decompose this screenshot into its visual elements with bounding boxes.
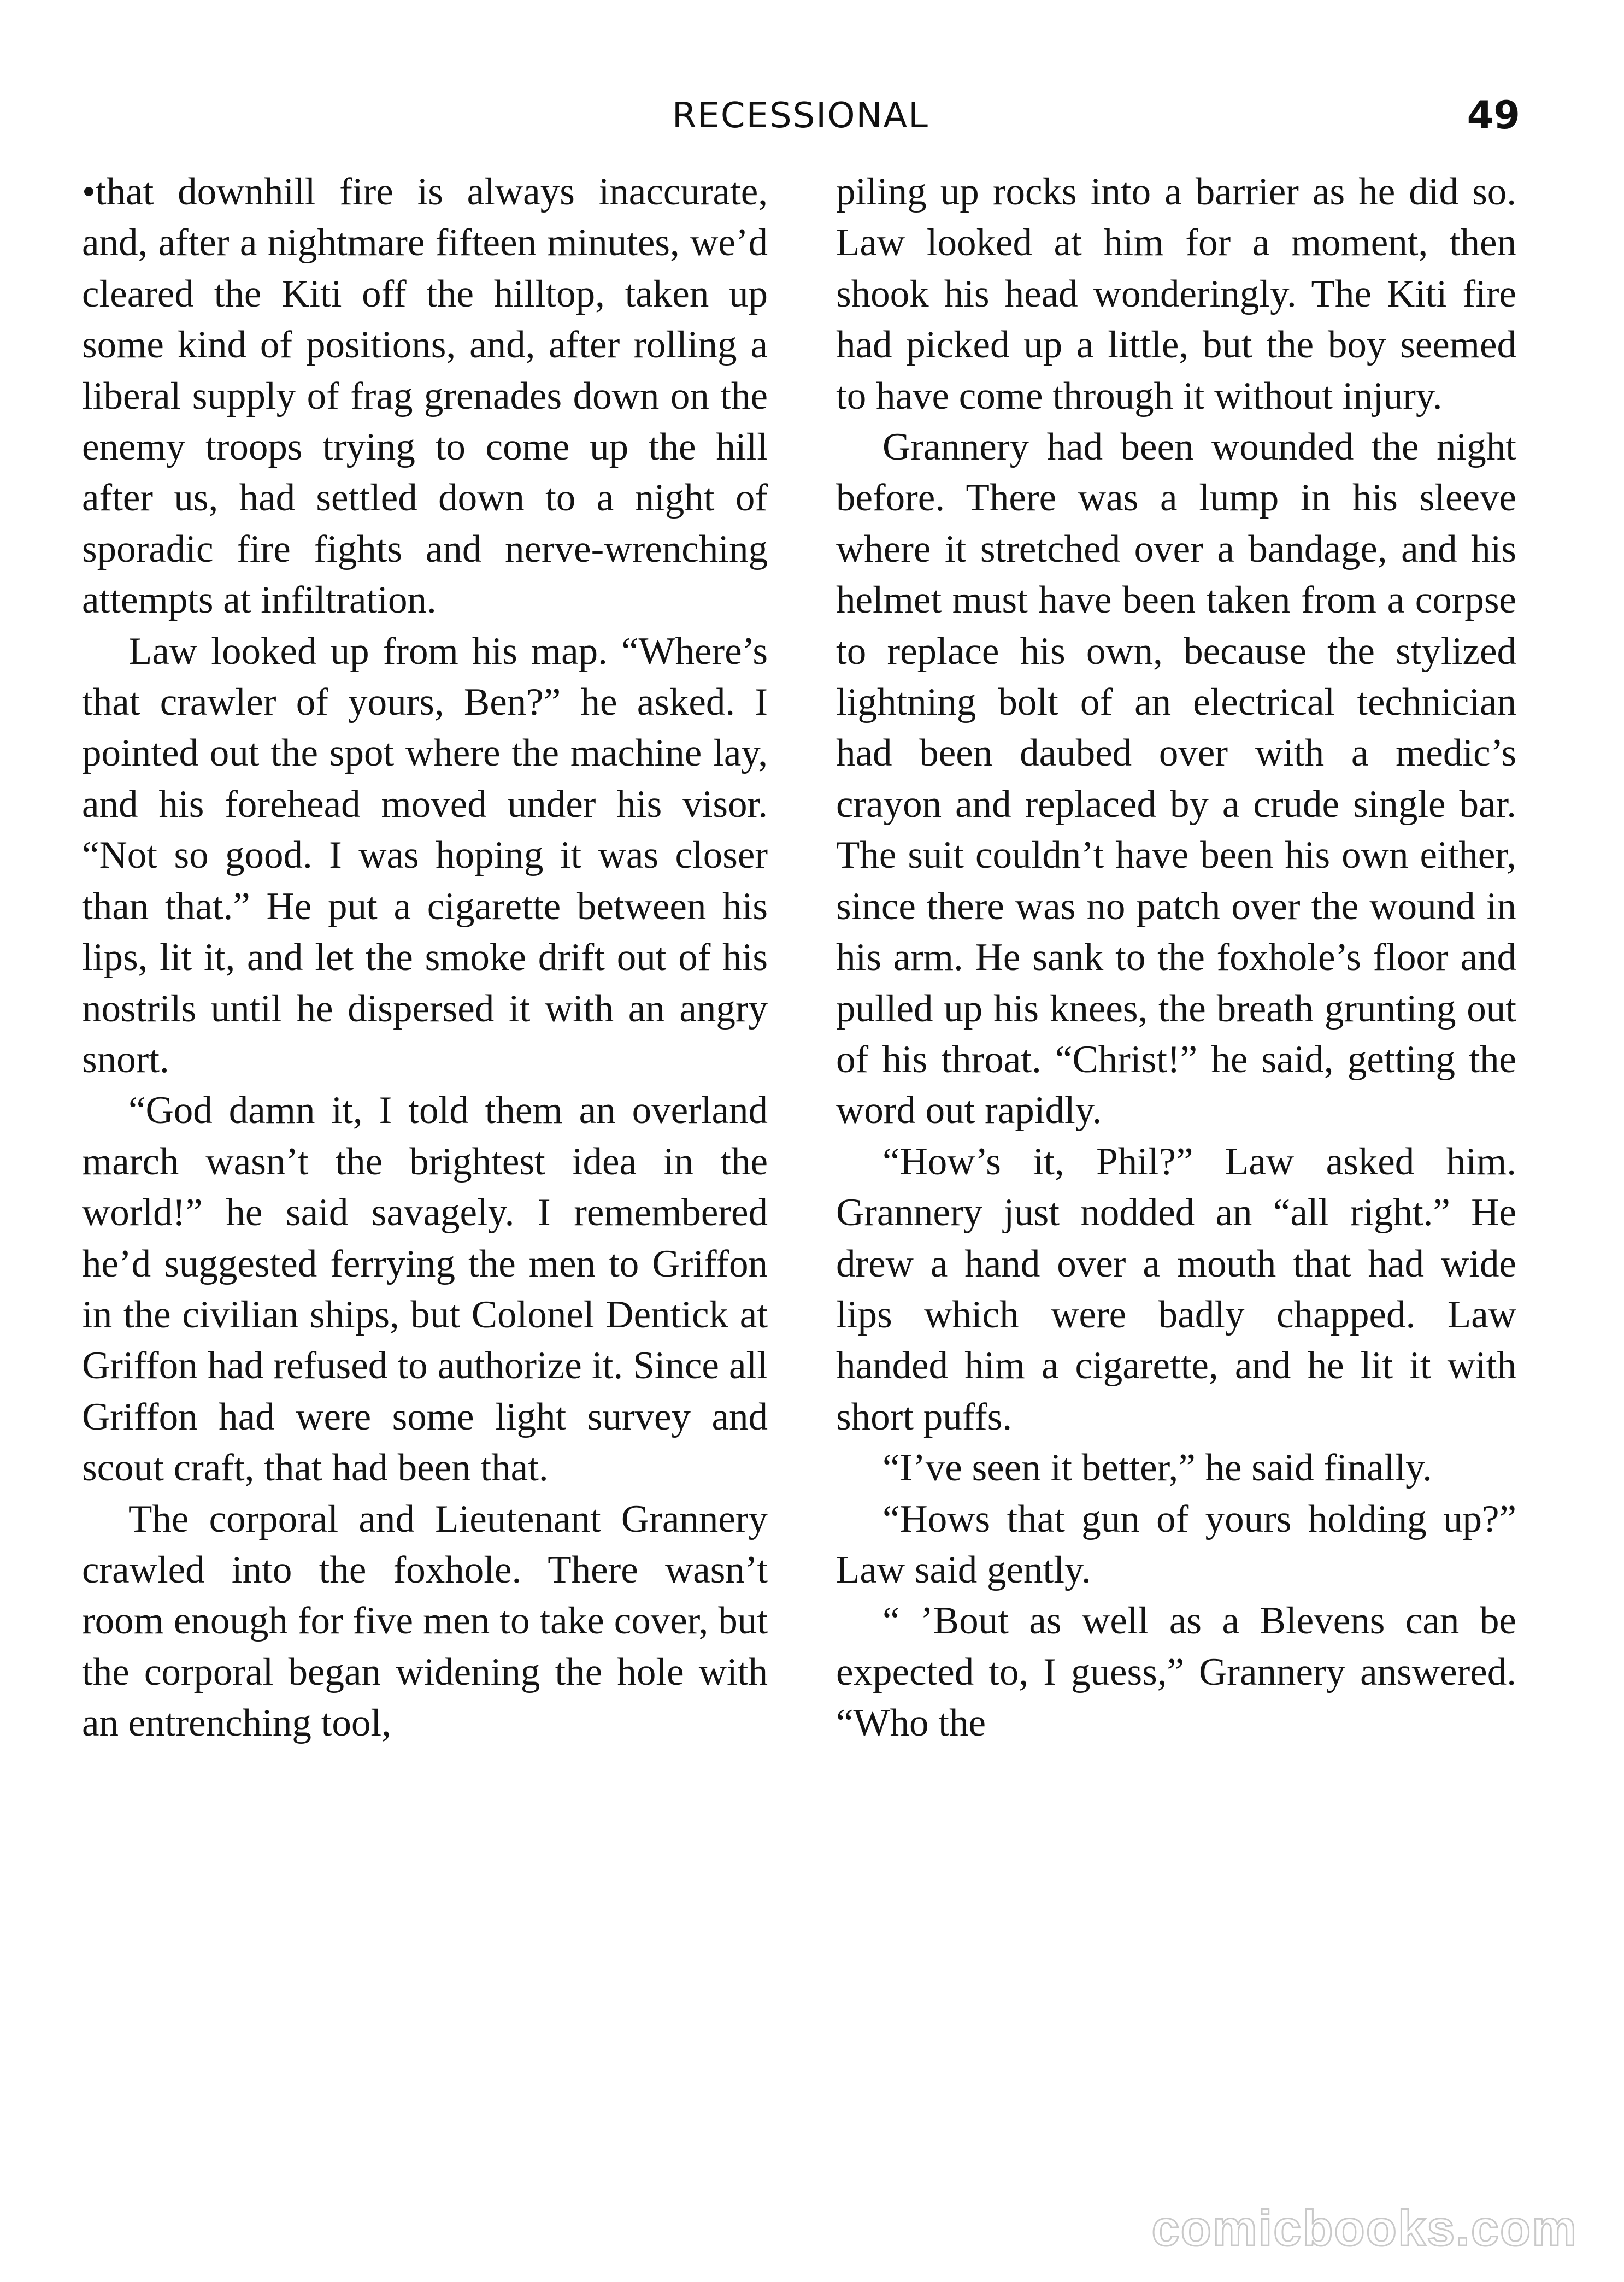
page-number: 49	[1467, 93, 1520, 138]
paragraph: Grannery had been wounded the night before. There was a lump in his sleeve where it stretched over a bandage, and his helmet must have been taken from a corpse to replace his own, because the stylized lightning bolt of an electrical technician had been daubed over with a medic’s crayon and replaced by a crude single bar. The suit couldn’t have been his own either, since there was no patch over the wound in his arm. He sank to the foxhole’s floor and pulled up his knees, the breath grunting out of his throat. “Christ!” he said, getting the word out rapidly.	[836, 426, 1516, 1132]
paragraph: piling up rocks into a barrier as he did so. Law looked at him for a moment, then shook his head wonderingly. The Kiti fire had picked up a little, but the boy seemed to have come through it without injury.	[836, 170, 1516, 417]
paragraph: “I’ve seen it better,” he said finally.	[882, 1446, 1432, 1490]
right-column	[836, 167, 1516, 1749]
paragraph: The corporal and Lieutenant Grannery crawled into the foxhole. There wasn’t room enough for five men to take cover, but the corporal began widening the hole with an entrenching tool,	[82, 1497, 768, 1745]
paragraph: “ ’Bout as well as a Blevens can be expected to, I guess,” Grannery answered. “Who the	[836, 1599, 1516, 1745]
left-column	[82, 167, 768, 1749]
paragraph: Law looked up from his map. “Where’s that crawler of yours, Ben?” he asked. I pointed out the spot where the machine lay, and his forehead moved under his visor. “Not so good. I was hoping it was closer than that.” He put a cigarette between his lips, lit it, and let the smoke drift out of his nostrils until he dispersed it with an angry snort.	[82, 630, 768, 1081]
paragraph: “Hows that gun of yours holding up?” Law said gently.	[836, 1497, 1516, 1591]
paragraph: “God damn it, I told them an overland march wasn’t the brightest idea in the world!” he said savagely. I remembered he’d suggested ferrying the men to Griffon in the civilian ships, but Colonel Dentick at Griffon had refused to authorize it. Since all Griffon had were some light survey and scout craft, that had been that.	[82, 1089, 768, 1490]
running-title: RECESSIONAL	[672, 96, 929, 136]
watermark: comicbooks.com	[1151, 2201, 1578, 2256]
paragraph: •that downhill fire is always inaccurate, and, after a nightmare fifteen minutes, we’d cleared the Kiti off the hilltop, taken up some kind of positions, and, after rolling a liberal supply of frag grenades down on the enemy troops trying to come up the hill after us, had settled down to a night of sporadic fire fights and nerve-wrenching attempts at infiltration.	[82, 170, 768, 622]
paragraph: “How’s it, Phil?” Law asked him. Grannery just nodded an “all right.” He drew a hand over a mouth that had wide lips which were badly chapped. Law handed him a cigarette, and he lit it with short puffs.	[836, 1140, 1516, 1438]
